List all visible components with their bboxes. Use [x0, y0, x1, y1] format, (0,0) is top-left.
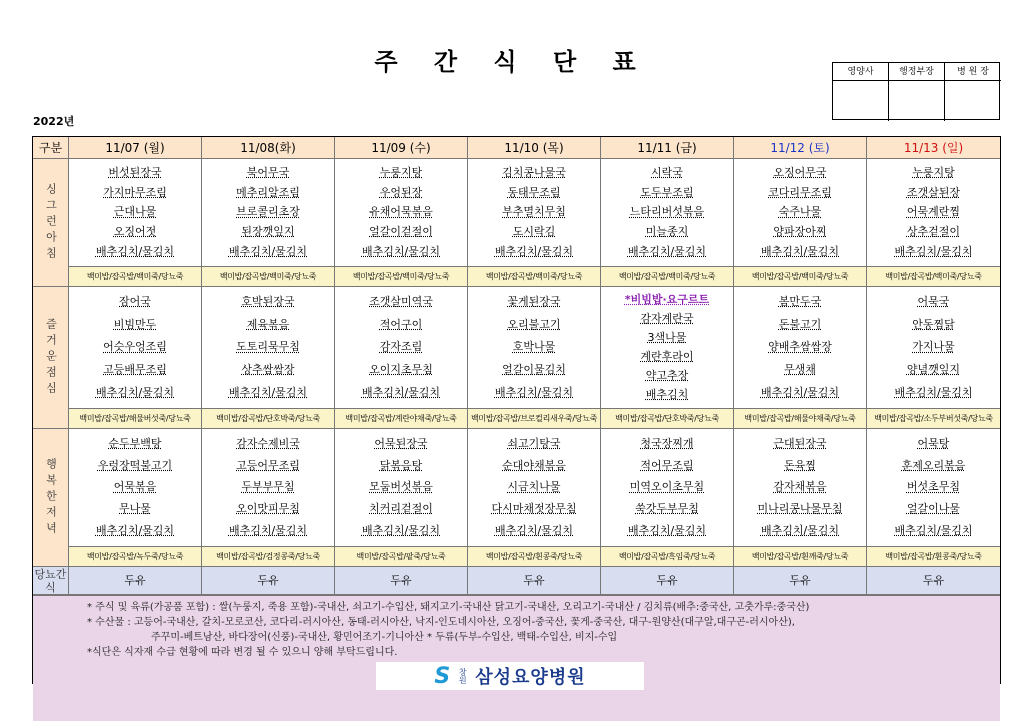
dish-item: 얼갈이겉절이 [369, 225, 433, 239]
dish-item: 우렁장떡불고기 [97, 458, 173, 472]
menu-cell [335, 159, 468, 267]
dish-item: 배추김치/물김치 [228, 524, 308, 538]
dish-item: 감자조림 [379, 340, 423, 354]
logo-text: 삼성요양병원 [475, 667, 586, 688]
menu-cell [601, 287, 734, 409]
dish-item: 배추김치/물김치 [760, 524, 840, 538]
menu-cell [867, 429, 1000, 547]
dish-item: 배추김치/물김치 [494, 524, 574, 538]
dish-item: 누룽지탕 [912, 165, 955, 179]
dish-item: 배추김치/물김치 [228, 385, 308, 399]
approval-sign-box [833, 81, 889, 121]
dish-item: 배추김치/물김치 [95, 245, 175, 259]
dish-item: 어묵볶음 [113, 480, 157, 494]
dish-item: 어묵계란찜 [906, 205, 961, 219]
dish-item: 브로콜리초장 [236, 205, 300, 219]
dish-item: 조갯살된장 [906, 185, 961, 199]
dish-item: 느타리버섯볶음 [629, 205, 705, 219]
dish-item: 어묵탕 [917, 436, 950, 450]
dish-item: 배추김치/물김치 [894, 245, 973, 259]
dish-item: 동태무조림 [507, 185, 561, 199]
logo-mark-icon: S [434, 663, 451, 689]
dish-item: 봄만두국 [778, 295, 822, 309]
dish-item: 돈육찜 [784, 458, 816, 472]
dish-item: 꽃게된장국 [507, 295, 561, 309]
dish-item: 쑥갓두부무침 [635, 502, 699, 516]
day-header: 11/11 (금) [601, 137, 734, 159]
dish-item: 순두부백탕 [108, 436, 162, 450]
dish-item: 배추김치/물김치 [894, 524, 973, 538]
page-title: 주 간 식 단 표 [374, 48, 650, 76]
meal-label: 행복한저녁 [33, 429, 69, 567]
rice-porridge-note: 백미밥/잡곡밥/백미죽/당뇨죽 [69, 267, 202, 287]
rice-porridge-note: 백미밥/잡곡밥/검정콩죽/당뇨죽 [202, 547, 335, 567]
dish-item: 배추김치 [645, 387, 689, 401]
rice-porridge-note: 백미밥/잡곡밥/해물버섯죽/당뇨죽 [69, 409, 202, 429]
dish-item: 시금치나물 [507, 480, 561, 494]
dish-item: 어슷우엉조림 [103, 340, 167, 354]
menu-cell [734, 429, 867, 547]
dish-item: 모둠버섯볶음 [369, 480, 433, 494]
dish-item: 배추김치/물김치 [361, 385, 441, 399]
dish-item: 양념깻잎지 [906, 363, 961, 377]
dish-item: 오이맛피무침 [236, 502, 300, 516]
approval-box [832, 62, 1000, 120]
dish-item: 제육볶음 [246, 317, 290, 331]
dish-item: 배추김치/물김치 [760, 385, 840, 399]
dish-item: 배추김치/물김치 [228, 245, 308, 259]
rice-porridge-note: 백미밥/잡곡밥/해물야채죽/당뇨죽 [734, 409, 867, 429]
dish-item: 도시락김 [512, 225, 556, 239]
dish-item: 배추김치/물김치 [494, 385, 574, 399]
snack-cell: 두유 [69, 567, 202, 595]
year-label: 2022년 [33, 115, 75, 128]
dish-item: 배추김치/물김치 [760, 245, 840, 259]
day-header: 11/08(화) [202, 137, 335, 159]
dish-item: 쇠고기탕국 [507, 436, 561, 450]
approval-label: 행정부장 [889, 63, 945, 81]
dish-item: 부추멸치무침 [502, 205, 566, 219]
rice-porridge-note: 백미밥/잡곡밥/단호박죽/당뇨죽 [601, 409, 734, 429]
dish-item: 코다리무조림 [768, 185, 832, 199]
dish-item: 상추겉절이 [906, 225, 961, 239]
menu-cell [601, 429, 734, 547]
dish-item: 오징어무국 [773, 165, 827, 179]
dish-item: 누룽지탕 [379, 165, 423, 179]
menu-cell [335, 429, 468, 547]
dish-item: 약고추장 [645, 368, 689, 382]
dish-item: 버섯초무침 [906, 480, 961, 494]
snack-label: 당뇨간식 [33, 567, 69, 595]
dish-item: 우엉된장 [379, 185, 423, 199]
menu-cell [867, 287, 1000, 409]
rice-porridge-note: 백미밥/잡곡밥/백미죽/당뇨죽 [867, 267, 1000, 287]
dish-item: 적어무조림 [640, 458, 694, 472]
dish-item: 양파장아찌 [773, 225, 827, 239]
dish-item: 조갯살미역국 [369, 295, 433, 309]
dish-item: 가지나물 [912, 340, 955, 354]
dish-item: 배추김치/물김치 [95, 524, 175, 538]
dish-item: 잠어국 [119, 295, 151, 309]
dish-item: 치커리겉절이 [369, 502, 433, 516]
dish-item: 무나물 [119, 502, 151, 516]
hospital-logo [376, 662, 644, 690]
snack-cell: 두유 [867, 567, 1000, 595]
dish-item: 감자채볶음 [773, 480, 827, 494]
dish-item: 어묵국 [917, 295, 950, 309]
menu-cell [468, 287, 601, 409]
rice-porridge-note: 백미밥/잡곡밥/흑임죽/당뇨죽 [601, 547, 734, 567]
dish-item: 도두부조림 [640, 185, 694, 199]
dish-item: 메추리알조림 [236, 185, 300, 199]
day-header: 11/07 (월) [69, 137, 202, 159]
dish-item: 근대나물 [113, 205, 157, 219]
snack-cell: 두유 [335, 567, 468, 595]
dish-item: 돈불고기 [778, 317, 822, 331]
dish-item: 근대된장국 [773, 436, 827, 450]
snack-cell: 두유 [202, 567, 335, 595]
day-header: 11/13 (일) [867, 137, 1000, 159]
menu-cell [867, 159, 1000, 267]
dish-item: 호박된장국 [241, 295, 295, 309]
snack-cell: 두유 [601, 567, 734, 595]
dish-item: 훈제오리볶음 [901, 458, 966, 472]
dish-item: 가지마무조림 [103, 185, 167, 199]
dish-item: 숙주나물 [778, 205, 822, 219]
dish-item: 김치콩나물국 [502, 165, 566, 179]
dish-item: 오징어젓 [113, 225, 157, 239]
meal-label: 즐거운점심 [33, 287, 69, 429]
menu-cell [734, 287, 867, 409]
menu-sheet [32, 136, 1001, 689]
approval-label: 영양사 [833, 63, 889, 81]
menu-cell [69, 159, 202, 267]
dish-item: 도토리묵무침 [236, 340, 300, 354]
rice-porridge-note: 백미밥/잡곡밥/흰깨죽/당뇨죽 [734, 547, 867, 567]
menu-cell [468, 429, 601, 547]
dish-item: 미늘종지 [645, 225, 689, 239]
dish-item: 어묵된장국 [374, 436, 428, 450]
menu-cell [69, 429, 202, 547]
logo-region: 창원 [458, 668, 468, 684]
origin-notes [33, 595, 1000, 721]
dish-item: 비빔만두 [113, 317, 157, 331]
origin-line: * 주식 및 육류(가공품 포함) : 쌀(누룽지, 죽용 포함)-국내산, 쇠고기-수입산, 돼지고기-국내산 닭고기-국내산, 오리고기-국내산 / 김치류(배추:중국산, 고춧가루:중국산) [87, 602, 810, 613]
dish-item: 상추쌈쌈장 [241, 363, 295, 377]
rice-porridge-note: 백미밥/잡곡밥/흰콩죽/당뇨죽 [468, 547, 601, 567]
dish-item: 양배추쌈쌈장 [768, 340, 832, 354]
approval-sign-box [889, 81, 945, 121]
dish-item: 감자수제비국 [236, 436, 300, 450]
dish-item: 순대야채볶음 [502, 458, 566, 472]
menu-grid [33, 137, 1000, 595]
rice-porridge-note: 백미밥/잡곡밥/단호박죽/당뇨죽 [202, 409, 335, 429]
dish-item: 오이지초무침 [369, 363, 433, 377]
dish-item: 호박나물 [512, 340, 556, 354]
dish-item: 배추김치/물김치 [494, 245, 574, 259]
rice-porridge-note: 백미밥/잡곡밥/백미죽/당뇨죽 [601, 267, 734, 287]
rice-porridge-note: 백미밥/잡곡밥/백미죽/당뇨죽 [734, 267, 867, 287]
dish-item: 배추김치/물김치 [361, 245, 441, 259]
dish-item: 얼갈이나물 [906, 502, 961, 516]
dish-item: 얼갈이물김치 [502, 363, 566, 377]
rice-porridge-note: 백미밥/잡곡밥/계란야채죽/당뇨죽 [335, 409, 468, 429]
rice-porridge-note: 백미밥/잡곡밥/브로컬리새우죽/당뇨죽 [468, 409, 601, 429]
dish-item: 3색나물 [647, 331, 687, 345]
dish-item: 오리불고기 [507, 317, 561, 331]
origin-line: * 수산물 : 고등어-국내산, 갈치-모로코산, 코다리-러시아산, 동태-러시아산, 낙지-인도네시아산, 오징어-중국산, 꽃게-중국산, 대구-원양산(대구알,대구곤-러시아산), [87, 617, 795, 628]
dish-item: 다시마채젓장무침 [491, 502, 577, 516]
dish-item: 미역오이초무침 [629, 480, 705, 494]
meal-label: 싱그런아침 [33, 159, 69, 287]
dish-item: 고등배무조림 [103, 363, 167, 377]
dish-item: 무생채 [784, 363, 816, 377]
dish-item: 두부부무침 [241, 480, 295, 494]
menu-cell [335, 287, 468, 409]
dish-item: 안동찜닭 [912, 317, 955, 331]
menu-cell [468, 159, 601, 267]
snack-cell: 두유 [468, 567, 601, 595]
rice-porridge-note: 백미밥/잡곡밥/백미죽/당뇨죽 [335, 267, 468, 287]
dish-item: 된장깻잎지 [241, 225, 295, 239]
dish-item: *비빔밥·요구르트 [624, 293, 710, 307]
snack-cell: 두유 [734, 567, 867, 595]
dish-item: 배추김치/물김치 [627, 245, 707, 259]
dish-item: 고등어무조림 [236, 458, 300, 472]
notice-line: *식단은 식자재 수급 현황에 따라 변경 될 수 있으니 양해 부탁드립니다. [87, 647, 398, 658]
rice-porridge-note: 백미밥/잡곡밥/백미죽/당뇨죽 [468, 267, 601, 287]
dish-item: 청국장찌개 [640, 436, 694, 450]
header-label: 구분 [33, 137, 69, 159]
day-header: 11/10 (목) [468, 137, 601, 159]
rice-porridge-note: 백미밥/잡곡밥/팥죽/당뇨죽 [335, 547, 468, 567]
approval-label: 병 원 장 [945, 63, 1001, 81]
rice-porridge-note: 백미밥/잡곡밥/흰콩죽/당뇨죽 [867, 547, 1000, 567]
dish-item: 배추김치/물김치 [95, 385, 175, 399]
day-header: 11/09 (수) [335, 137, 468, 159]
menu-cell [734, 159, 867, 267]
dish-item: 닭볶음탕 [379, 458, 423, 472]
origin-line: 주꾸미-베트남산, 바다장어(신풍)-국내산, 황민어조기-기니아산 * 두류(두부-수입산, 백태-수입산, 비지-수입 [151, 632, 618, 643]
approval-sign-box [945, 81, 1001, 121]
rice-porridge-note: 백미밥/잡곡밥/소두부버섯죽/당뇨죽 [867, 409, 1000, 429]
dish-item: 감자계란국 [640, 312, 694, 326]
dish-item: 적어구이 [379, 317, 423, 331]
dish-item: 배추김치/물김치 [894, 385, 973, 399]
dish-item: 북어무국 [246, 165, 290, 179]
menu-cell [202, 287, 335, 409]
dish-item: 버섯된장국 [108, 165, 162, 179]
dish-item: 시락국 [651, 165, 683, 179]
dish-item: 미나리콩나물무침 [757, 502, 843, 516]
dish-item: 배추김치/물김치 [627, 524, 707, 538]
menu-cell [69, 287, 202, 409]
rice-porridge-note: 백미밥/잡곡밥/백미죽/당뇨죽 [202, 267, 335, 287]
dish-item: 계란후라이 [640, 349, 694, 363]
dish-item: 배추김치/물김치 [361, 524, 441, 538]
menu-cell [601, 159, 734, 267]
day-header: 11/12 (토) [734, 137, 867, 159]
dish-item: 유채어묵볶음 [369, 205, 433, 219]
rice-porridge-note: 백미밥/잡곡밥/녹두죽/당뇨죽 [69, 547, 202, 567]
menu-cell [202, 429, 335, 547]
menu-cell [202, 159, 335, 267]
